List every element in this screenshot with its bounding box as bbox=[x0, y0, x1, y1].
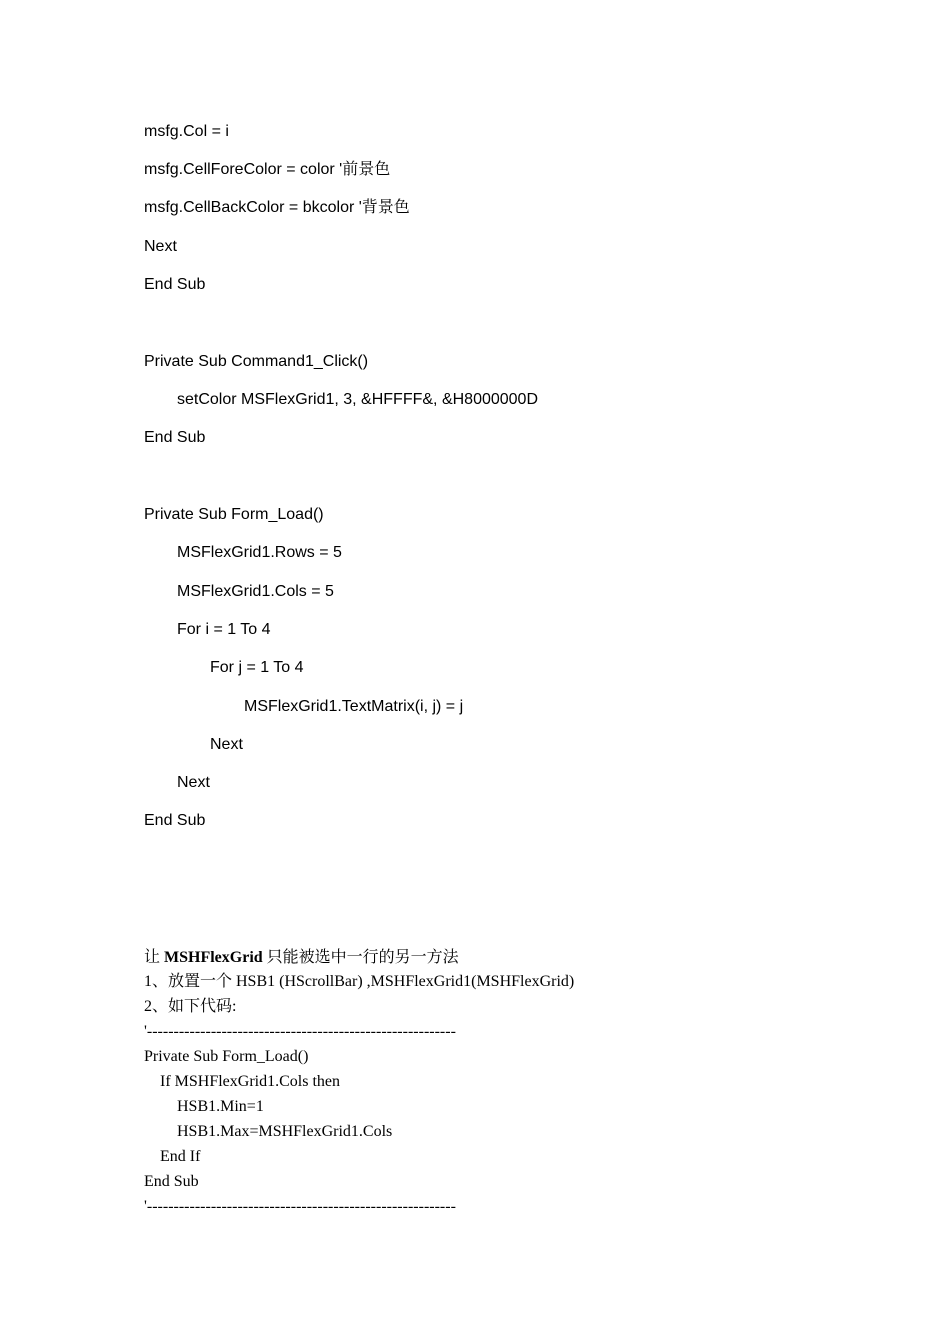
code-line: If MSHFlexGrid1.Cols then bbox=[160, 1073, 340, 1090]
code-line: HSB1.Min=1 bbox=[177, 1098, 264, 1115]
code-line: MSFlexGrid1.TextMatrix(i, j) = j bbox=[244, 698, 464, 715]
code-line: msfg.CellForeColor = color '前景色 bbox=[144, 161, 391, 178]
section-title-prefix: 让 bbox=[144, 949, 165, 966]
section-title bbox=[144, 948, 459, 968]
code-line: Next bbox=[177, 774, 210, 791]
code-line: Private Sub Command1_Click() bbox=[144, 353, 369, 370]
section-title-bold: MSHFlexGrid bbox=[164, 949, 263, 966]
code-line: HSB1.Max=MSHFlexGrid1.Cols bbox=[177, 1123, 393, 1140]
code-line: End Sub bbox=[144, 1173, 199, 1190]
code-line: End Sub bbox=[144, 812, 206, 829]
code-line: For j = 1 To 4 bbox=[210, 659, 304, 676]
code-line: End If bbox=[160, 1148, 201, 1165]
code-line: End Sub bbox=[144, 429, 206, 446]
separator-line: '---------------------------------------------------------- bbox=[144, 1023, 456, 1040]
section-title-suffix: 只能被选中一行的另一方法 bbox=[262, 949, 459, 966]
text-line: 1、放置一个 HSB1 (HScrollBar) ,MSHFlexGrid1(MSHFlexGrid) bbox=[144, 973, 575, 990]
code-line: Private Sub Form_Load() bbox=[144, 506, 324, 523]
code-line: MSFlexGrid1.Cols = 5 bbox=[177, 583, 334, 600]
code-line: Next bbox=[144, 238, 177, 255]
text-line: 2、如下代码: bbox=[144, 998, 237, 1015]
code-line: setColor MSFlexGrid1, 3, &HFFFF&, &H8000000D bbox=[177, 391, 539, 408]
code-line: Next bbox=[210, 736, 243, 753]
code-line: msfg.CellBackColor = bkcolor '背景色 bbox=[144, 199, 410, 216]
code-line: End Sub bbox=[144, 276, 206, 293]
separator-line: '---------------------------------------------------------- bbox=[144, 1198, 456, 1215]
code-line: Private Sub Form_Load() bbox=[144, 1048, 309, 1065]
code-line: MSFlexGrid1.Rows = 5 bbox=[177, 544, 342, 561]
code-line: For i = 1 To 4 bbox=[177, 621, 271, 638]
code-line: msfg.Col = i bbox=[144, 123, 229, 140]
